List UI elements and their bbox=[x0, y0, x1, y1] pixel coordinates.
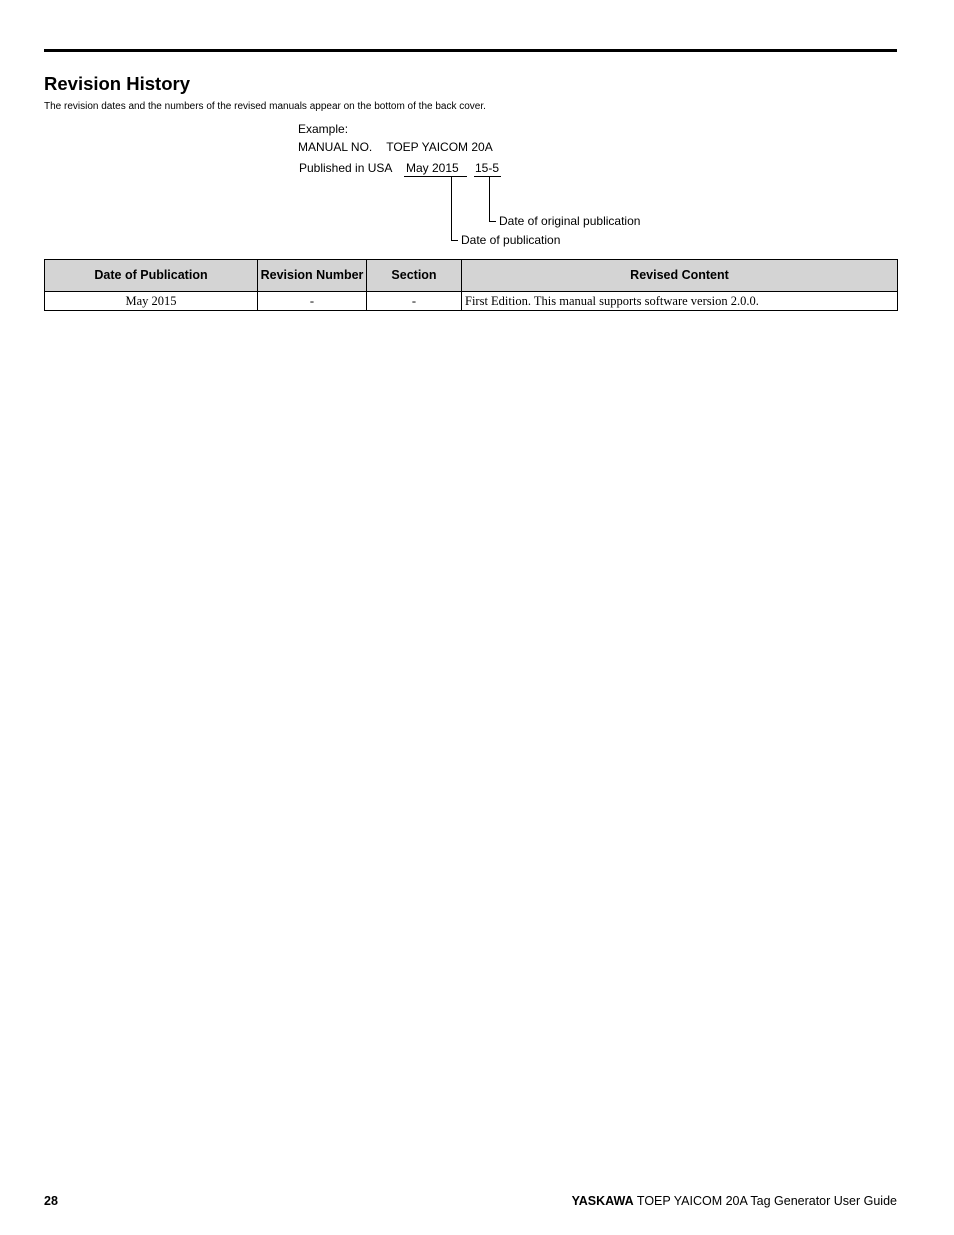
footer-title: TOEP YAICOM 20A Tag Generator User Guide bbox=[636, 1194, 897, 1208]
date-underline bbox=[404, 176, 467, 177]
example-manual-label: MANUAL NO. bbox=[298, 140, 373, 154]
callout-original-publication: Date of original publication bbox=[499, 214, 641, 228]
cell-section: - bbox=[367, 292, 462, 311]
intro-text: The revision dates and the numbers of the revised manuals appear on the bottom of the back cover. bbox=[44, 101, 486, 112]
table-row bbox=[45, 292, 898, 311]
page-title: Revision History bbox=[44, 73, 190, 94]
publication-callout-leader bbox=[451, 177, 452, 241]
revision-table bbox=[44, 259, 898, 311]
footer-brand: YASKAWA bbox=[571, 1194, 634, 1208]
table-header-row bbox=[45, 260, 898, 292]
header-date-of-publication: Date of Publication bbox=[45, 260, 258, 292]
example-manual-number: TOEP YAICOM 20A bbox=[386, 140, 493, 154]
code-underline bbox=[474, 176, 501, 177]
cell-revised-content: First Edition. This manual supports software version 2.0.0. bbox=[462, 292, 898, 311]
cell-date: May 2015 bbox=[45, 292, 258, 311]
header-section: Section bbox=[367, 260, 462, 292]
original-callout-leader bbox=[489, 177, 490, 222]
cell-revision: - bbox=[258, 292, 367, 311]
header-revision-number: Revision Number bbox=[258, 260, 367, 292]
example-manual-line bbox=[298, 140, 493, 154]
example-label: Example: bbox=[298, 122, 349, 136]
example-published-label: Published in USA bbox=[299, 161, 393, 175]
callout-date-of-publication: Date of publication bbox=[461, 233, 561, 247]
publication-callout-tick bbox=[451, 240, 458, 241]
footer-guide-title bbox=[572, 1194, 897, 1208]
original-callout-tick bbox=[489, 221, 496, 222]
top-rule bbox=[44, 49, 897, 52]
page-number: 28 bbox=[44, 1194, 58, 1208]
example-code: 15-5 bbox=[475, 161, 500, 175]
example-date: May 2015 bbox=[406, 161, 459, 175]
header-revised-content: Revised Content bbox=[462, 260, 898, 292]
